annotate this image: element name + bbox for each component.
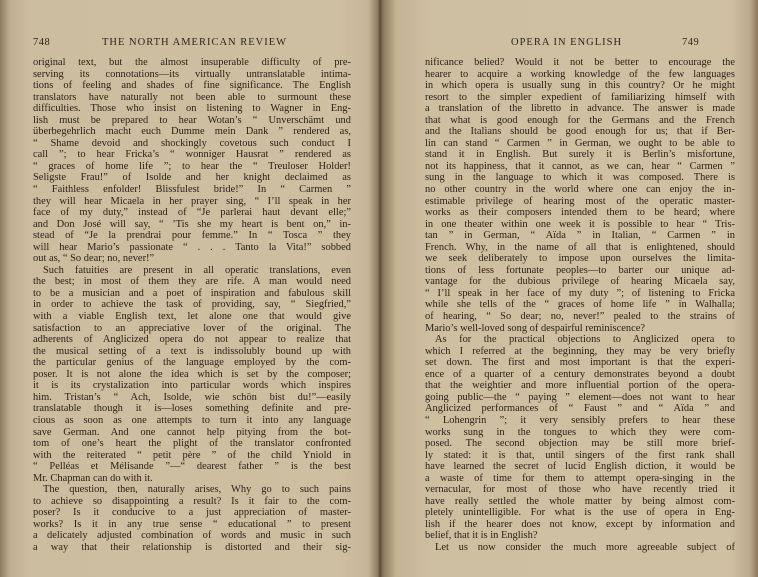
text-line: while she tells of the “ graces of home life ” in Walhalla; <box>425 299 735 311</box>
text-line: lin can stand “ Carmen ” in German, we ought to be able to <box>425 137 735 149</box>
text-line: stand it in English. But surely it is Berlin’s misfortune, <box>425 149 735 161</box>
text-line: poser? Is it conducive to a just appreciation of master- <box>33 507 351 519</box>
page-body <box>33 57 351 554</box>
text-line: cious as soon as one attempts to turn it into any language <box>33 414 351 426</box>
text-line: the musical setting of a text is indissolubly bound up with <box>33 345 351 357</box>
text-line: überbegehrlich macht euch Dumme mein Dank ” rendered as, <box>33 126 351 138</box>
running-head: THE NORTH AMERICAN REVIEW <box>102 37 288 48</box>
text-line: poser. It is not alone the idea which is set by the composer; <box>33 368 351 380</box>
text-line: resort to the simpler expedient of familiarizing himself with <box>425 91 735 103</box>
text-line: Such fatuities are present in all operatic translations, even <box>43 264 351 276</box>
text-line: which I referred at the beginning, they may be very briefly <box>425 345 735 357</box>
text-line: and Don José will say, “ ’Tis she my heart is bent on,” in- <box>33 218 351 230</box>
text-line: and the Italians should be good enough for us; that if Ber- <box>425 126 735 138</box>
text-line: the best; in most of them they are rife. A man would need <box>33 276 351 288</box>
text-line: not its happiness, that it cannot, as we can, hear “ Carmen ” <box>425 160 735 172</box>
text-line: a waste of time for them to attempt opera-singing in the <box>425 472 735 484</box>
text-line: works? Is it in any true sense “ educational ” to present <box>33 518 351 530</box>
text-line: tan ” in German, “ Aïda ” in Italian, “ Carmen ” in <box>425 230 735 242</box>
text-line: a delicately adjusted combination of words and music in such <box>33 530 351 542</box>
text-line: works as their composers intended them to be heard; where <box>425 207 735 219</box>
text-line: they will hear Micaela in her prayer sing, “ I’ll speak in her <box>33 195 351 207</box>
text-line: Mario’s well-loved song of despairful reminiscence? <box>425 322 645 334</box>
text-line: serving its connotations—its virtually untranslatable intima- <box>33 68 351 80</box>
text-line: it is its crystalization into particular words which inspires <box>33 380 351 392</box>
text-line: adherents of Anglicized opera do not appear to realize that <box>33 334 351 346</box>
text-line: lish if the hearer does not know, except by information and <box>425 518 735 530</box>
text-line: Let us now consider the much more agreeable subject of <box>435 541 735 553</box>
text-line: ly stated: it is that, until singers of the first rank shall <box>425 449 735 461</box>
text-line: vantage for the dubious privilege of hearing Micaela say, <box>425 276 735 288</box>
text-line: pletely unintelligible. For what is the use of opera in Eng- <box>425 507 735 519</box>
text-line: translators have naturally not been able to surmount these <box>33 91 351 103</box>
text-line: no other country in the world where one can enjoy the in- <box>425 184 735 196</box>
text-line: original text, but the almost insuperable difficulty of pre- <box>33 57 351 68</box>
text-line: ence of a quarter of a century demonstrates beyond a doubt <box>425 368 735 380</box>
text-line: difficulties. Those who insist on listening to Wagner in Eng- <box>33 103 351 115</box>
text-line: sung in the language to which it was composed. There is <box>425 172 735 184</box>
text-line: in order to achieve the task of providing, say, “ Siegfried,” <box>33 299 351 311</box>
text-line: will hear Mario’s passionate “ . . . Tanto la Vita!” sobbed <box>33 241 351 253</box>
text-line: works sung in the tongues to which they were com- <box>425 426 735 438</box>
page-number: 748 <box>33 37 51 48</box>
text-line: “ I’ll speak in her face of my duty ”; of listening to Fricka <box>425 287 735 299</box>
text-line: tions of less fortunate peoples—to barter our unique ad- <box>425 264 735 276</box>
text-line: lish must be prepared to hear Wotan’s “ Unverschämt und <box>33 114 351 126</box>
text-line: “ Pelléas et Mélisande ”—“ dearest father ” is the best <box>33 461 351 473</box>
text-line: Seligste Frau!” of Isolde and her knight declaimed as <box>33 172 351 184</box>
text-line: that the weightier and more influential portion of the opera- <box>425 380 735 392</box>
text-line: Mr. Chapman can do with it. <box>33 472 153 484</box>
text-line: hearer to acquire a working knowledge of the few languages <box>425 68 735 80</box>
text-line: him. Tristan’s “ Ach, Isolde, wie schön bist du!”—easily <box>33 391 351 403</box>
text-line: tom of one’s heart the plight of the translator confronted <box>33 438 351 450</box>
text-line: we seek deliberately to impose upon ourselves the limita- <box>425 253 735 265</box>
text-line: with the reiterated “ petit père ” of the child Yniold in <box>33 449 351 461</box>
text-line: in one theater within one week it is possible to hear “ Tris- <box>425 218 735 230</box>
right-page <box>380 0 758 577</box>
text-line: a translation of the libretto in advance. The answer is made <box>425 103 735 115</box>
text-line: going public—the “ paying ” element—does not want to hear <box>425 391 735 403</box>
text-line: As for the practical objections to Anglicized opera to <box>435 334 735 346</box>
text-line: nificance belied? Would it not be better to encourage the <box>425 57 735 68</box>
text-line: face of my duty,” instead of “Je parlerai haut devant elle;” <box>33 207 351 219</box>
text-line: “ Shame devoid and shockingly covetous such conduct I <box>33 137 351 149</box>
text-line: translatable though it is—loses something definite and pre- <box>33 403 351 415</box>
text-line: French. Why, in the name of all that is enlightened, should <box>425 241 735 253</box>
text-line: to achieve so disappointing a result? Is it fair to the com- <box>33 495 351 507</box>
text-line: have learned the secret of lucid English diction, it would be <box>425 461 735 473</box>
text-line: tions of feeling and shades of fine significance. The English <box>33 80 351 92</box>
text-line: Anglicized performances of “ Faust ” and “ Aïda ” and <box>425 403 735 415</box>
text-line: posed. The second objection may be still more brief- <box>425 438 735 450</box>
text-line: of hearing, “ So dear; no, never!” pealed to the strains of <box>425 311 735 323</box>
text-line: call ”; to hear Fricka’s “ wonniger Hausrat ” rendered as <box>33 149 351 161</box>
text-line: estimable privilege of hearing most of the operatic master- <box>425 195 735 207</box>
text-line: have really settled the whole matter by being almost com- <box>425 495 735 507</box>
text-line: in which opera is usually sung in this country? Or he might <box>425 80 735 92</box>
text-line: stead of “Je la prendrai pour femme.” In “ Tosca ” they <box>33 230 351 242</box>
text-line: vernacular, for most of those who have recently tried it <box>425 484 735 496</box>
text-line: belief, that it is in English? <box>425 530 538 542</box>
text-line: satisfaction to an appreciative lover of the original. The <box>33 322 351 334</box>
text-line: with a viable English text, let alone one that would give <box>33 311 351 323</box>
text-line: “ Faithless enfolder! Blissfulest bride!” In “ Carmen ” <box>33 184 351 196</box>
page-body <box>425 57 735 554</box>
page-number: 749 <box>682 37 700 48</box>
text-line: to be a musician and a poet of inspiration and fabulous skill <box>33 287 351 299</box>
text-line: set down. The first and most important is that the experi- <box>425 357 735 369</box>
text-line: a way that their relationship is distorted and their sig- <box>33 541 351 553</box>
text-line: “ graces of home life ”; to hear the “ Treuloser Holder! <box>33 160 351 172</box>
running-head: OPERA IN ENGLISH <box>511 37 623 48</box>
text-line: out as, “ So dear; no, never!” <box>33 253 155 265</box>
text-line: save German. And one cannot help pitying from the bot- <box>33 426 351 438</box>
text-line: “ Lohengrin ”; it very sensibly prefers to hear these <box>425 414 735 426</box>
text-line: the particular genius of the language employed by the com- <box>33 357 351 369</box>
text-line: The question, then, naturally arises, Why go to such pains <box>43 484 351 496</box>
text-line: that what is good enough for the Germans and the French <box>425 114 735 126</box>
